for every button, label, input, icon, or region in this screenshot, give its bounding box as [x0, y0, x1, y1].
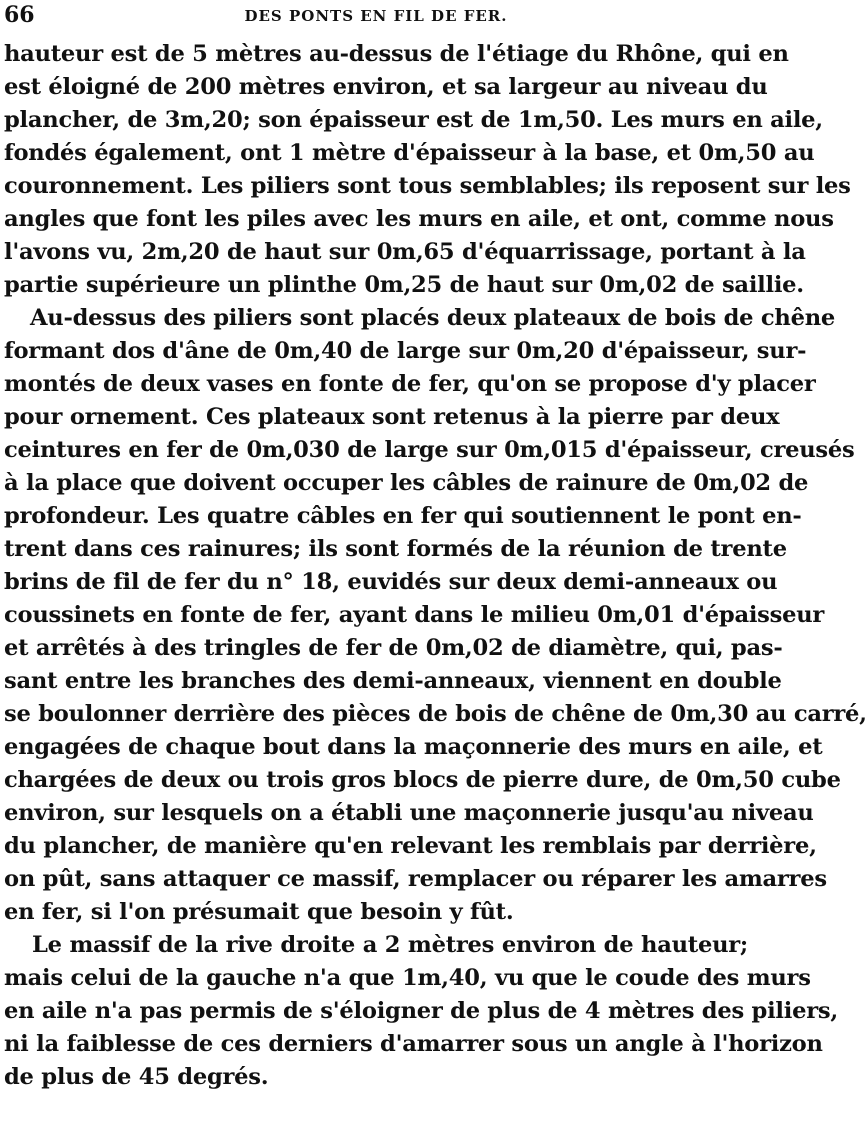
text-line: environ, sur lesquels on a établi une maçonnerie jusqu'au niveau — [4, 800, 814, 826]
text-line: sant entre les branches des demi-anneaux, viennent en double — [4, 668, 782, 694]
text-line: profondeur. Les quatre câbles en fer qui soutiennent le pont en- — [4, 503, 802, 529]
text-line: à la place que doivent occuper les câbles de rainure de 0m,02 de — [4, 470, 809, 496]
text-line: l'avons vu, 2m,20 de haut sur 0m,65 d'équarrissage, portant à la — [4, 239, 806, 265]
text-line: engagées de chaque bout dans la maçonnerie des murs en aile, et — [4, 734, 823, 760]
text-line: brins de fil de fer du n° 18, euvidés sur deux demi-anneaux ou — [4, 569, 778, 595]
text-line: on pût, sans attaquer ce massif, remplacer ou réparer les amarres — [4, 866, 827, 892]
text-line: mais celui de la gauche n'a que 1m,40, vu que le coude des murs — [4, 965, 811, 991]
page-header — [4, 4, 748, 34]
text-line: Au-dessus des piliers sont placés deux plateaux de bois de chêne — [30, 305, 836, 331]
text-line: pour ornement. Ces plateaux sont retenus à la pierre par deux — [4, 404, 780, 430]
text-line: hauteur est de 5 mètres au-dessus de l'étiage du Rhône, qui en — [4, 41, 789, 67]
text-line: trent dans ces rainures; ils sont formés de la réunion de trente — [4, 536, 787, 562]
text-line: du plancher, de manière qu'en relevant les remblais par derrière, — [4, 833, 817, 859]
page-number: 66 — [4, 2, 35, 28]
text-line: couronnement. Les piliers sont tous semblables; ils reposent sur les — [4, 173, 851, 199]
text-line: plancher, de 3m,20; son épaisseur est de 1m,50. Les murs en aile, — [4, 107, 823, 133]
text-line: en aile n'a pas permis de s'éloigner de plus de 4 mètres des piliers, — [4, 998, 838, 1024]
text-line: en fer, si l'on présumait que besoin y fût. — [4, 899, 514, 925]
text-line: formant dos d'âne de 0m,40 de large sur 0m,20 d'épaisseur, sur- — [4, 338, 807, 364]
text-line: ceintures en fer de 0m,030 de large sur 0m,015 d'épaisseur, creusés — [4, 437, 855, 463]
text-line: angles que font les piles avec les murs en aile, et ont, comme nous — [4, 206, 834, 232]
text-line: Le massif de la rive droite a 2 mètres environ de hauteur; — [32, 932, 748, 958]
text-line: coussinets en fonte de fer, ayant dans le milieu 0m,01 d'épaisseur — [4, 602, 825, 628]
paragraph-2 — [4, 302, 867, 929]
running-title: DES PONTS EN FIL DE FER. — [244, 7, 508, 25]
text-line: partie supérieure un plinthe 0m,25 de haut sur 0m,02 de saillie. — [4, 272, 804, 298]
paragraph-1 — [4, 38, 851, 302]
text-line: ni la faiblesse de ces derniers d'amarrer sous un angle à l'horizon — [4, 1031, 823, 1057]
text-line: de plus de 45 degrés. — [4, 1064, 269, 1090]
text-line: se boulonner derrière des pièces de bois de chêne de 0m,30 au carré, — [4, 701, 867, 727]
text-line: est éloigné de 200 mètres environ, et sa largeur au niveau du — [4, 74, 768, 100]
text-line: fondés également, ont 1 mètre d'épaisseur à la base, et 0m,50 au — [4, 140, 815, 166]
text-line: et arrêtés à des tringles de fer de 0m,02 de diamètre, qui, pas- — [4, 635, 783, 661]
body-text — [4, 38, 867, 1094]
text-line: montés de deux vases en fonte de fer, qu'on se propose d'y placer — [4, 371, 816, 397]
text-line: chargées de deux ou trois gros blocs de pierre dure, de 0m,50 cube — [4, 767, 841, 793]
paragraph-3 — [4, 929, 838, 1094]
